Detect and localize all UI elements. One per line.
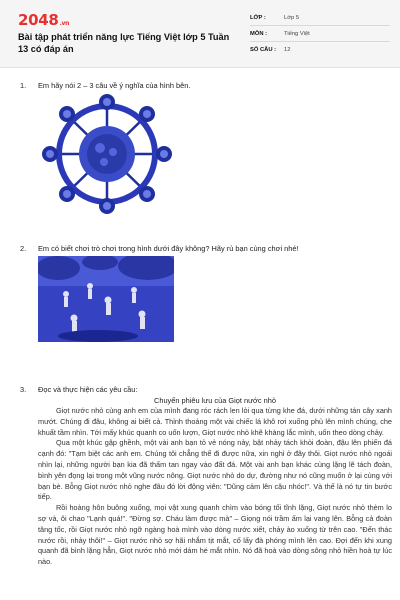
children-circle-illustration xyxy=(38,92,176,215)
meta-value: 12 xyxy=(284,47,291,53)
question-number: 3. xyxy=(20,385,27,394)
story-paragraph: Qua một khúc gập ghềnh, một vài anh bạn tỏ vẻ nóng nảy, bật nhảy tách khỏi đoàn, đậu lên phiến đá cạnh đó: "Tạm biệt các anh em. Chúng tôi chẳng thể đi được nữa, xin nghỉ ở đây thôi. Giọt nước nhỏ ngoái nhìn lại, những người bạn kia đã thấm tan ngay vào đất đá. Một vài anh bạn khác cùng lặng lẽ tách đoàn, bình yên đọng lại trong một vũng nước nông. Giọt nước nhỏ do dự, đường như nó cũng muốn ở lại cùng với bạn bè. Bỗng Giọt nước nhỏ nghe đâu đó lời động viên: "Dũng cảm lên cậu nhóc!". Và thế là nó tự tin bước tiếp. xyxy=(38,438,392,502)
meta-key: LỚP : xyxy=(250,14,266,21)
question-text: Em hãy nói 2 – 3 câu về ý nghĩa của hình bên. xyxy=(38,81,191,90)
question-text: Em có biết chơi trò chơi trong hình dưới đây không? Hãy rủ bạn cùng chơi nhé! xyxy=(38,244,299,253)
meta-table xyxy=(250,10,390,58)
page-title: Bài tập phát triển năng lực Tiếng Việt lớp 5 Tuần 13 có đáp án xyxy=(18,32,230,54)
children-playing-illustration xyxy=(38,256,174,342)
page-header xyxy=(0,0,400,68)
meta-value: Tiếng Việt xyxy=(284,30,310,37)
story-paragraph: Giọt nước nhỏ cùng anh em của mình đang róc rách len lỏi qua từng khe đá, dưới những tán cây xanh mướt. Chúng đi đâu, không ai biết cả. Thỉnh thoảng một vài chiếc lá khô rơi xuống phủ lên mình chúng, che khuất tầm nhìn. Tới mấy khúc quanh co uốn lượn, Giọt nước nhỏ khẽ khàng lắc mình, uốn theo dòng chảy. xyxy=(38,406,392,437)
story-title: Chuyến phiêu lưu của Giọt nước nhỏ xyxy=(154,396,276,405)
question-number: 1. xyxy=(20,81,27,90)
story-paragraph: Rồi hoàng hôn buông xuống, mọi vật xung quanh chìm vào bóng tối tĩnh lặng, Giọt nước nhỏ thèm lo sợ và, ôi chao "Lạnh quá!". "Đừng sợ. Cháu làm được mà" – Giọng nói trầm ấm lại vang lên. Bỗng cả đoàn tăng tốc, rồi Giọt nước nhỏ ngỡ ngàng hoà mình vào dòng nước xiết, chảy ào xuống từ trên cao. "Đến thác nước rồi, nhảy thôi!" – Giọt nước nhỏ sợ hãi nhắm tịt mắt, cố lấy đà phóng mình lên cao. Đợi đến khi xung quanh đã bình lặng hẳn, Giọt nước nhỏ mới dám hé mắt nhìn. Nó đã hoà vào dòng sông nhỏ hiền hoà tự lúc nào. xyxy=(38,503,392,567)
meta-row-subject xyxy=(250,26,390,42)
question-number: 2. xyxy=(20,244,27,253)
meta-row-grade xyxy=(250,10,390,26)
logo-main: 2048 xyxy=(18,11,59,29)
story-body xyxy=(38,406,392,568)
site-logo[interactable] xyxy=(18,11,69,29)
question-text: Đọc và thực hiện các yêu cầu: xyxy=(38,385,138,394)
meta-key: SỐ CÂU : xyxy=(250,47,277,53)
meta-value: Lớp 5 xyxy=(284,14,300,21)
logo-suffix: .vn xyxy=(59,20,70,27)
meta-row-count xyxy=(250,42,390,58)
meta-key: MÔN : xyxy=(250,30,268,37)
children-playing-image xyxy=(38,256,174,342)
children-circle-image xyxy=(38,92,176,215)
